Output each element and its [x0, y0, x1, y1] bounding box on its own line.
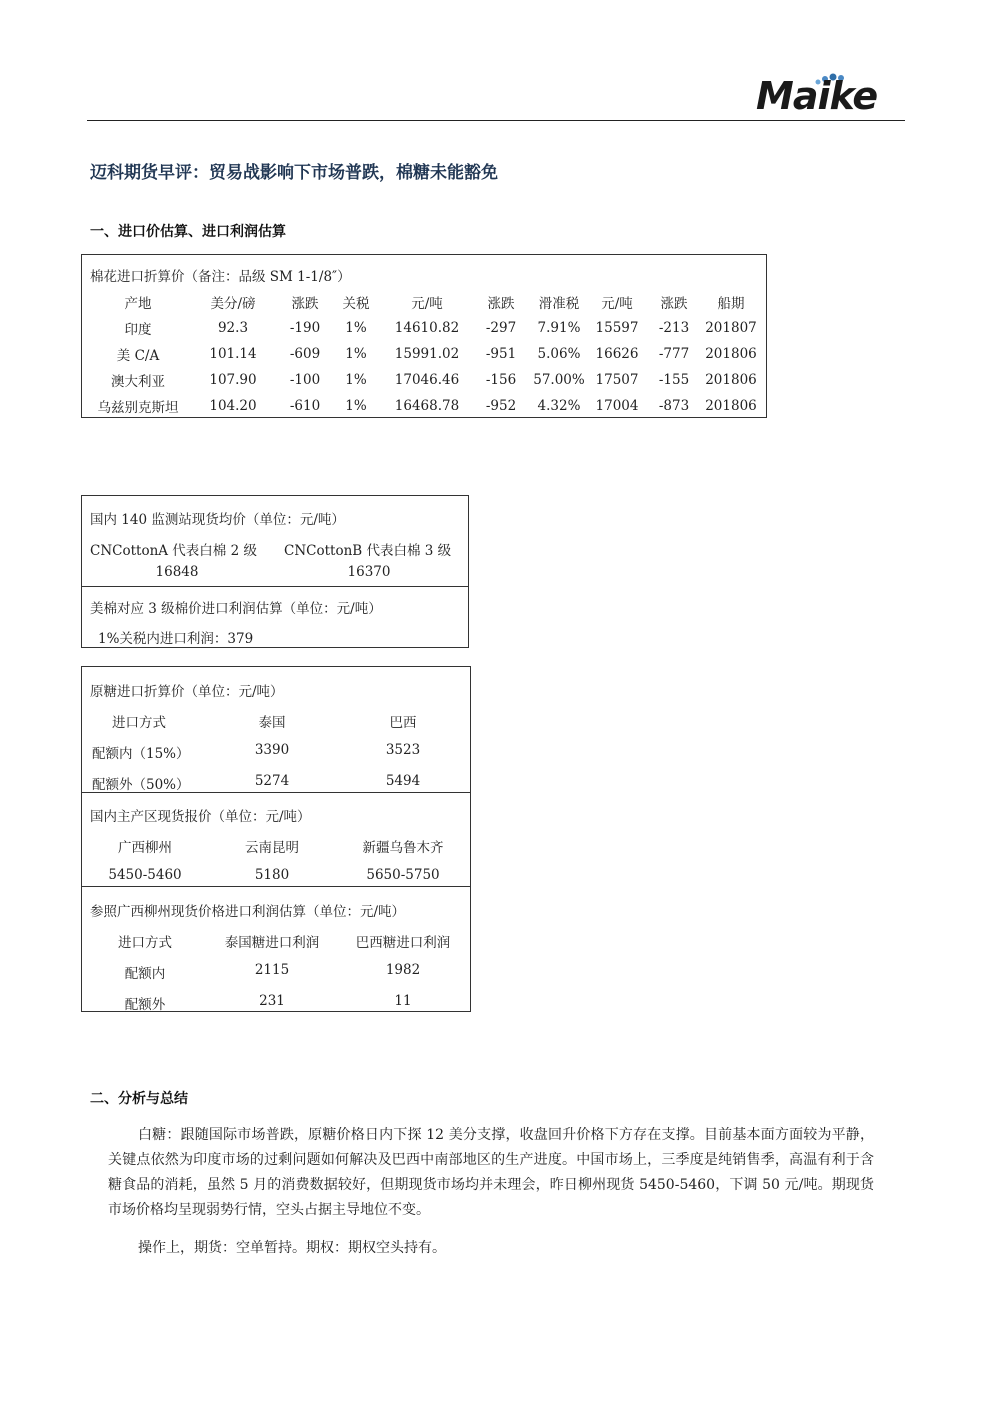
header-cell: 云南昆明	[245, 840, 299, 856]
header-cell: 滑准税	[538, 296, 580, 312]
table-cell: 乌兹别克斯坦	[97, 400, 179, 416]
table-cell: -213	[658, 320, 690, 336]
table-cell: 201807	[705, 320, 757, 336]
table-cell: 101.14	[209, 346, 257, 362]
table-row	[90, 393, 760, 419]
header-cell: 元/吨	[411, 296, 443, 312]
cncotton-b-value: 16370	[347, 564, 391, 580]
table-cell: -100	[289, 372, 321, 388]
table-cell: 配额外	[124, 997, 166, 1013]
cotton-domestic-box	[81, 495, 469, 648]
table-cell: -610	[289, 398, 321, 414]
table-cell: 16468.78	[394, 398, 460, 414]
table-cell: 104.20	[209, 398, 257, 414]
cotton-profit-section	[82, 586, 468, 647]
cncotton-b-label: CNCottonB 代表白棉 3 级	[284, 543, 452, 559]
table-cell: 2115	[254, 962, 290, 978]
table-row	[82, 867, 470, 883]
table-cell: -873	[658, 398, 690, 414]
header-cell: 涨跌	[660, 296, 688, 312]
analysis-paragraph: 白糖：跟随国际市场普跌，原糖价格日内下探 12 美分支撑，收盘回升价格下方存在支撑。目前基本面方面较为平静，关键点依然为印度市场的过剩问题如何解决及巴西中南部地区的生产进度。中国市场上，三季度是纯销售季，高温有利于含糖食品的消耗，虽然 5 月的消费数据较好，但期现货市场均并未理会，昨日柳州现货 5450-5460，下调 50 元/吨。期现货市场价格均呈现弱势行情，空头占据主导地位不变。	[108, 1127, 874, 1218]
table-cell: 201806	[705, 346, 757, 362]
sugar-import-caption: 原糖进口折算价（单位：元/吨）	[90, 684, 284, 700]
table-cell: 4.32%	[537, 398, 581, 414]
table-cell: 5650-5750	[366, 867, 440, 883]
table-row	[82, 773, 470, 793]
table-cell: -156	[485, 372, 517, 388]
table-cell: -155	[658, 372, 690, 388]
header-cell: 巴西	[389, 715, 417, 731]
cotton-index-values	[82, 564, 468, 580]
table-cell: 1%	[345, 320, 367, 336]
table-cell: -951	[485, 346, 517, 362]
table-cell: 201806	[705, 372, 757, 388]
sugar-box	[81, 666, 471, 1012]
table-cell: 配额内（15%）	[92, 746, 190, 762]
cncotton-a-value: 16848	[155, 564, 199, 580]
table-cell: 16626	[595, 346, 639, 362]
table-cell: 1%	[345, 346, 367, 362]
table-cell: 92.3	[217, 320, 249, 336]
table-cell: 5494	[385, 773, 421, 789]
cotton-import-caption: 棉花进口折算价（备注：品级 SM 1-1/8″）	[90, 269, 351, 285]
section2-heading: 二、分析与总结	[90, 1091, 188, 1107]
section1-heading: 一、进口价估算、进口利润估算	[90, 224, 286, 240]
header-cell: 泰国	[258, 715, 286, 731]
table-cell: -609	[289, 346, 321, 362]
table-cell: -297	[485, 320, 517, 336]
header-cell: 泰国糖进口利润	[224, 935, 320, 951]
table-row	[90, 341, 760, 367]
table-row	[82, 993, 470, 1013]
table-cell: 1%	[345, 372, 367, 388]
table-cell: 17004	[595, 398, 639, 414]
table-cell: 17507	[595, 372, 639, 388]
table-cell: 3523	[385, 742, 421, 758]
header-cell: 关税	[342, 296, 370, 312]
table-cell: 1%	[345, 398, 367, 414]
cotton-import-grid	[90, 289, 760, 419]
header-cell: 产地	[124, 296, 152, 312]
header-cell: 进口方式	[118, 935, 172, 951]
table-cell: 231	[259, 993, 285, 1009]
table-cell: 5180	[254, 867, 290, 883]
cotton-profit-caption: 美棉对应 3 级棉价进口利润估算（单位：元/吨）	[90, 601, 382, 617]
sugar-profit-section	[82, 886, 470, 1011]
operation-paragraph: 操作上，期货：空单暂持。期权：期权空头持有。	[138, 1240, 446, 1256]
table-cell: 17046.46	[394, 372, 460, 388]
cotton-profit-value: 1%关税内进口利润：379	[98, 631, 254, 647]
cotton-domestic-caption: 国内 140 监测站现货均价（单位：元/吨）	[90, 512, 345, 528]
table-header-row	[90, 289, 760, 315]
table-cell: -952	[485, 398, 517, 414]
header-rule	[87, 120, 905, 121]
header-cell: 元/吨	[601, 296, 633, 312]
sugar-profit-header	[82, 931, 470, 951]
header-cell: 广西柳州	[118, 840, 172, 856]
page-title: 迈科期货早评：贸易战影响下市场普跌，棉糖未能豁免	[90, 163, 498, 183]
header-cell: 船期	[717, 296, 745, 312]
table-cell: 15991.02	[394, 346, 460, 362]
table-cell: 5450-5460	[108, 867, 182, 883]
maike-logo	[752, 72, 892, 122]
table-cell: 107.90	[209, 372, 257, 388]
sugar-spot-section	[82, 792, 470, 887]
header-cell: 进口方式	[112, 715, 166, 731]
table-cell: 57.00%	[533, 372, 585, 388]
table-cell: -777	[658, 346, 690, 362]
table-cell: 澳大利亚	[111, 374, 165, 390]
cncotton-a-label: CNCottonA 代表白棉 2 级	[90, 543, 257, 559]
table-cell: 7.91%	[537, 320, 581, 336]
table-row	[90, 315, 760, 341]
sugar-spot-header	[82, 836, 470, 856]
table-cell: 14610.82	[394, 320, 460, 336]
cotton-index-labels	[82, 539, 468, 559]
table-row	[82, 742, 470, 762]
table-row	[90, 367, 760, 393]
header-cell: 涨跌	[487, 296, 515, 312]
table-cell: 201806	[705, 398, 757, 414]
table-cell: 11	[394, 993, 412, 1009]
cotton-import-table	[81, 254, 767, 418]
header-cell: 巴西糖进口利润	[355, 935, 451, 951]
header-cell: 美分/磅	[210, 296, 256, 312]
table-cell: 配额外（50%）	[92, 777, 190, 793]
header-cell: 新疆乌鲁木齐	[362, 840, 444, 856]
table-row	[82, 962, 470, 982]
table-cell: 1982	[385, 962, 421, 978]
table-cell: 美 C/A	[116, 348, 160, 364]
table-cell: 配额内	[124, 966, 166, 982]
table-cell: 5.06%	[537, 346, 581, 362]
table-cell: 5274	[254, 773, 290, 789]
header-cell: 涨跌	[291, 296, 319, 312]
sugar-spot-caption: 国内主产区现货报价（单位：元/吨）	[90, 809, 311, 825]
table-cell: 15597	[595, 320, 639, 336]
sugar-profit-caption: 参照广西柳州现货价格进口利润估算（单位：元/吨）	[90, 904, 406, 920]
table-cell: 印度	[124, 322, 152, 338]
table-cell: -190	[289, 320, 321, 336]
sugar-import-header	[82, 711, 470, 731]
logo-text: Maike	[756, 74, 878, 118]
table-cell: 3390	[254, 742, 290, 758]
